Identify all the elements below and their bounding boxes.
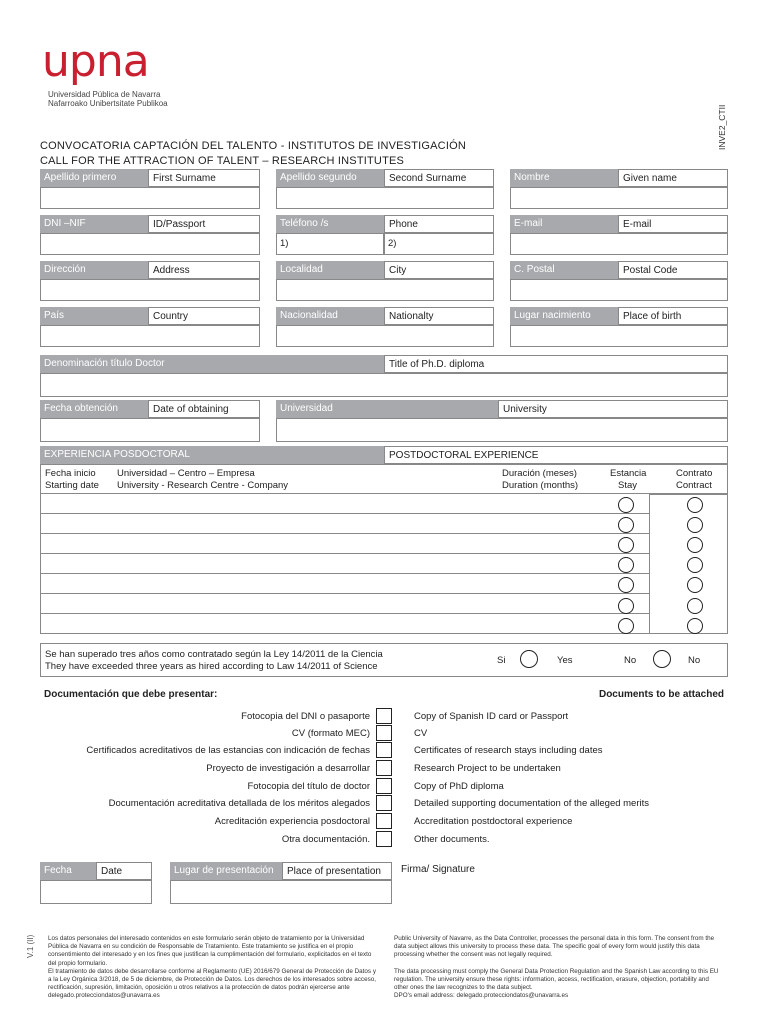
- doc-es: Acreditación experiencia posdoctoral: [214, 816, 370, 827]
- col-date-en: Starting date: [45, 480, 99, 491]
- doc-checkbox[interactable]: [376, 760, 392, 776]
- col-contract-es: Contrato: [676, 468, 713, 479]
- date-en: Date: [96, 862, 152, 880]
- table-row[interactable]: [40, 614, 650, 634]
- email-label: E-mail: [510, 215, 618, 233]
- col-univ-en: University - Research Centre - Company: [117, 480, 289, 491]
- doc-en: Research Project to be undertaken: [414, 763, 561, 774]
- doc-es: CV (formato MEC): [291, 728, 370, 739]
- yes-label: Yes: [557, 655, 573, 666]
- place-label: Lugar de presentación: [170, 862, 282, 880]
- col-univ-es: Universidad – Centro – Empresa: [117, 468, 255, 479]
- date-obt-input[interactable]: [40, 418, 260, 442]
- stay-radio[interactable]: [618, 577, 634, 593]
- col-dur-es: Duración (meses): [502, 468, 577, 479]
- postdoc-label: EXPERIENCIA POSDOCTORAL: [40, 446, 384, 464]
- doc-es: Proyecto de investigación a desarrollar: [206, 763, 370, 774]
- postdoc-header: [40, 464, 728, 494]
- doc-checkbox[interactable]: [376, 742, 392, 758]
- doc-en: Certificates of research stays including dates: [414, 745, 603, 756]
- doc-en: Copy of Spanish ID card or Passport: [414, 711, 569, 722]
- docs-heading-es: Documentación que debe presentar:: [44, 689, 218, 700]
- legal-es-p1: Los datos personales del interesado contenidos en este formulario serán objeto de tratamiento por la Universidad Pública de Navarra en su condición de Responsable de Tratamiento. Este tratamiento se justifica en el propio consentimiento del interesado y en los fines que justifican la cumplimentación del formulario, explicitados en el texto del propio formulario.: [48, 935, 372, 967]
- table-row[interactable]: [40, 534, 650, 554]
- dni-input[interactable]: [40, 233, 260, 255]
- legal-es: [48, 935, 378, 1001]
- email-input[interactable]: [510, 233, 728, 255]
- doc-checkbox[interactable]: [376, 813, 392, 829]
- title-es: CONVOCATORIA CAPTACIÓN DEL TALENTO - INSTITUTOS DE INVESTIGACIÓN: [40, 140, 466, 152]
- birthplace-label: Lugar nacimiento: [510, 307, 618, 325]
- col-date-es: Fecha inicio: [45, 468, 96, 479]
- city-label: Localidad: [276, 261, 384, 279]
- docs-heading-en: Documents to be attached: [598, 689, 724, 700]
- doc-en: Copy of PhD diploma: [414, 781, 504, 792]
- nationality-label: Nacionalidad: [276, 307, 384, 325]
- dni-label: DNI –NIF: [40, 215, 148, 233]
- table-row[interactable]: [40, 494, 650, 514]
- signature-label: Firma/ Signature: [401, 864, 475, 875]
- contract-radio[interactable]: [687, 598, 703, 614]
- stay-radio[interactable]: [618, 557, 634, 573]
- contract-radio[interactable]: [687, 577, 703, 593]
- table-row[interactable]: [40, 574, 650, 594]
- legal-en-p2: The data processing must comply the General Data Protection Regulation and the Spanish Law according to this EU regulation. The university ensure these rights: information, access, rectification, erasure, objection, portability and other ones the law recognizes to the data subject.: [394, 967, 719, 992]
- legal-en: [394, 935, 724, 1000]
- three-years-en: They have exceeded three years as hired according to Law 14/2011 of Science: [45, 661, 378, 672]
- legal-es-p2: El tratamiento de datos debe desarrollarse conforme al Reglamento (UE) 2016/679 General de Protección de Datos y a la Ley Orgánica 3/2018, de 5 de diciembre, de Protección de Datos. Los derechos de los interesados sobre acceso, rectificación, supresión, limitación, oposición u otros relativos a la protección de datos podrán ejercerse ante delegado.protecciondatos@unavarra.es: [48, 967, 376, 1000]
- surname1-input[interactable]: [40, 187, 260, 209]
- doc-checkbox[interactable]: [376, 778, 392, 794]
- three-years-row: [40, 643, 728, 677]
- legal-en-p1: Public University of Navarre, as the Data Controller, processes the personal data in this form. The consent from the data subject allows this university to process these data. The specific goal of every form would justify this data processing whether the consent was not legally required.: [394, 935, 715, 959]
- univ-en: University: [498, 400, 728, 418]
- address-input[interactable]: [40, 279, 260, 301]
- phone-en: Phone: [384, 215, 494, 233]
- no-es-label: No: [624, 655, 637, 666]
- contract-radio[interactable]: [687, 517, 703, 533]
- version-label: V.1 (II): [26, 934, 35, 958]
- col-contract-en: Contract: [676, 480, 712, 491]
- si-label: Si: [497, 655, 506, 666]
- address-en: Address: [148, 261, 260, 279]
- doc-es: Fotocopia del DNI o pasaporte: [241, 711, 370, 722]
- stay-radio[interactable]: [618, 497, 634, 513]
- university-name-es: Universidad Pública de Navarra: [48, 90, 161, 99]
- upna-logo: upna: [42, 36, 149, 87]
- date-input[interactable]: [40, 880, 152, 904]
- place-input[interactable]: [170, 880, 392, 904]
- phd-input[interactable]: [40, 373, 728, 397]
- address-label: Dirección: [40, 261, 148, 279]
- country-input[interactable]: [40, 325, 260, 347]
- doc-es: Otra documentación.: [281, 834, 370, 845]
- nationality-en: Nationalty: [384, 307, 494, 325]
- city-input[interactable]: [276, 279, 494, 301]
- no-en-label: No: [688, 655, 701, 666]
- col-dur-en: Duration (months): [502, 480, 579, 491]
- postdoc-en: POSTDOCTORAL EXPERIENCE: [384, 446, 728, 464]
- surname2-label: Apellido segundo: [276, 169, 384, 187]
- three-years-no-radio[interactable]: [653, 650, 671, 668]
- phone-2-marker: 2): [388, 238, 397, 249]
- doc-checkbox[interactable]: [376, 725, 392, 741]
- surname1-en: First Surname: [148, 169, 260, 187]
- dni-en: ID/Passport: [148, 215, 260, 233]
- contract-radio[interactable]: [687, 497, 703, 513]
- phd-label: Denominación título Doctor: [40, 355, 384, 373]
- date-obt-en: Date of obtaining: [148, 400, 260, 418]
- three-years-es: Se han superado tres años como contratado según la Ley 14/2011 de la Ciencia: [45, 649, 383, 660]
- country-en: Country: [148, 307, 260, 325]
- doc-code: INVE2_CTII: [717, 104, 727, 150]
- doc-checkbox[interactable]: [376, 795, 392, 811]
- title-en: CALL FOR THE ATTRACTION OF TALENT – RESEARCH INSTITUTES: [40, 155, 405, 167]
- zip-en: Postal Code: [618, 261, 728, 279]
- name-input[interactable]: [510, 187, 728, 209]
- stay-radio[interactable]: [618, 517, 634, 533]
- name-label: Nombre: [510, 169, 618, 187]
- doc-en: CV: [414, 728, 428, 739]
- contract-radio[interactable]: [687, 618, 703, 634]
- country-label: País: [40, 307, 148, 325]
- doc-en: Accreditation postdoctoral experience: [414, 816, 573, 827]
- phone-label: Teléfono /s: [276, 215, 384, 233]
- phone-1-input[interactable]: [276, 233, 384, 255]
- phone-1-marker: 1): [280, 238, 289, 249]
- contract-radio[interactable]: [687, 557, 703, 573]
- stay-radio[interactable]: [618, 618, 634, 634]
- zip-label: C. Postal: [510, 261, 618, 279]
- doc-es: Documentación acreditativa detallada de los méritos alegados: [108, 798, 370, 809]
- zip-input[interactable]: [510, 279, 728, 301]
- univ-input[interactable]: [276, 418, 728, 442]
- date-label: Fecha: [40, 862, 96, 880]
- contract-radio[interactable]: [687, 537, 703, 553]
- doc-es: Fotocopia del título de doctor: [247, 781, 370, 792]
- university-name: [48, 90, 168, 108]
- col-stay-es: Estancia: [610, 468, 647, 479]
- doc-en: Other documents.: [414, 834, 490, 845]
- surname2-input[interactable]: [276, 187, 494, 209]
- table-row[interactable]: [40, 594, 650, 614]
- univ-label: Universidad: [276, 400, 498, 418]
- phd-en: Title of Ph.D. diploma: [384, 355, 728, 373]
- surname2-en: Second Surname: [384, 169, 494, 187]
- three-years-yes-radio[interactable]: [520, 650, 538, 668]
- birthplace-en: Place of birth: [618, 307, 728, 325]
- col-stay-en: Stay: [618, 480, 638, 491]
- place-en: Place of presentation: [282, 862, 392, 880]
- email-en: E-mail: [618, 215, 728, 233]
- doc-checkbox[interactable]: [376, 708, 392, 724]
- nationality-input[interactable]: [276, 325, 494, 347]
- legal-en-p3: DPO's email address: delegado.protecciondatos@unavarra.es: [394, 992, 569, 1000]
- stay-radio[interactable]: [618, 598, 634, 614]
- date-obt-label: Fecha obtención: [40, 400, 148, 418]
- table-row[interactable]: [40, 514, 650, 534]
- doc-checkbox[interactable]: [376, 831, 392, 847]
- doc-es: Certificados acreditativos de las estancias con indicación de fechas: [86, 745, 370, 756]
- university-name-eu: Nafarroako Unibertsitate Publikoa: [48, 99, 168, 108]
- phone-2-input[interactable]: [384, 233, 494, 255]
- birthplace-input[interactable]: [510, 325, 728, 347]
- city-en: City: [384, 261, 494, 279]
- stay-radio[interactable]: [618, 537, 634, 553]
- surname1-label: Apellido primero: [40, 169, 148, 187]
- table-row[interactable]: [40, 554, 650, 574]
- name-en: Given name: [618, 169, 728, 187]
- doc-en: Detailed supporting documentation of the alleged merits: [414, 798, 650, 809]
